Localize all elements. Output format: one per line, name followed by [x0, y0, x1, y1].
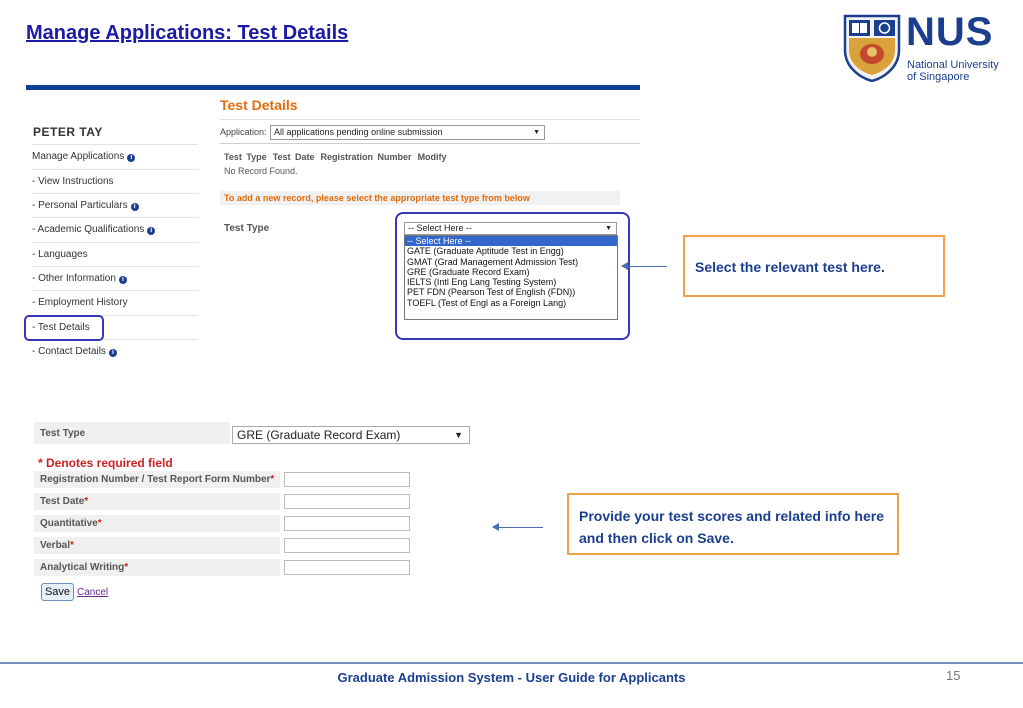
logo-wordmark: NUS: [906, 10, 994, 54]
sidebar-item-academic-qualifications[interactable]: [32, 217, 198, 242]
slide-title: Manage Applications: Test Details: [26, 22, 349, 44]
dropdown-option[interactable]: GRE (Graduate Record Exam): [407, 266, 530, 277]
form-row: [34, 493, 280, 510]
application-select[interactable]: [270, 125, 545, 140]
application-select-value: All applications pending online submission: [274, 127, 443, 137]
test-type-options-list: [404, 235, 618, 320]
dropdown-option[interactable]: GATE (Graduate Aptitude Test in Engg): [407, 246, 564, 257]
form-row: [34, 559, 280, 576]
sidebar-item-contact-details[interactable]: [32, 339, 198, 364]
field-label-registration-number: Registration Number / Test Report Form Number*: [40, 474, 275, 485]
form-row: [34, 471, 280, 488]
no-record-message: No Record Found.: [224, 166, 298, 176]
column-header: Test Date: [272, 152, 315, 162]
dropdown-option[interactable]: TOEFL (Test of Engl as a Foreign Lang): [407, 297, 567, 308]
arrowhead-icon: [492, 523, 499, 531]
info-icon: i: [131, 203, 139, 211]
footer-text: Graduate Admission System - User Guide for Applicants: [337, 670, 686, 685]
info-icon: i: [119, 276, 127, 284]
sidebar-item-personal-particulars[interactable]: [32, 193, 198, 218]
callout-arrow: [493, 527, 543, 528]
divider: [220, 143, 640, 144]
test-details-screenshot: [26, 85, 642, 363]
sidebar-item-employment-history[interactable]: [32, 290, 198, 315]
dropdown-arrow-icon: ▼: [605, 225, 612, 232]
sidebar-item-label: - Contact Details: [32, 346, 106, 357]
test-date-input[interactable]: [284, 494, 410, 509]
test-type-select-value: -- Select Here --: [408, 223, 473, 233]
records-table-header: [224, 152, 453, 162]
save-button[interactable]: Save: [41, 583, 74, 601]
callout-provide-scores: Provide your test scores and related info here and then click on Save.: [567, 493, 899, 555]
required-field-note: * Denotes required field: [38, 456, 173, 470]
arrowhead-icon: [621, 262, 628, 270]
sidebar-user-name: PETER TAY: [33, 125, 103, 139]
dropdown-arrow-icon: ▼: [533, 129, 540, 136]
page-heading: Test Details: [220, 97, 298, 113]
header-bar: [26, 85, 640, 90]
quantitative-input[interactable]: [284, 516, 410, 531]
sidebar-item-label: - Employment History: [32, 297, 128, 308]
field-label-test-date: Test Date*: [40, 496, 89, 507]
dropdown-option[interactable]: GMAT (Grad Management Admission Test): [407, 256, 579, 267]
sidebar-item-label: - View Instructions: [32, 176, 114, 187]
registration-number-input[interactable]: [284, 472, 410, 487]
sidebar-item-label: Manage Applications: [32, 151, 125, 162]
column-header: Registration Number: [320, 152, 412, 162]
callout-select-test: Select the relevant test here.: [683, 235, 945, 297]
test-details-highlight: [24, 315, 104, 341]
sidebar-item-label: - Personal Particulars: [32, 200, 128, 211]
logo-subtitle-2: of Singapore: [907, 71, 970, 83]
verbal-input[interactable]: [284, 538, 410, 553]
nus-logo: [843, 10, 1013, 86]
sidebar-item-label: - Academic Qualifications: [32, 224, 145, 235]
test-type-label: Test Type: [224, 223, 270, 234]
test-type-select-value: GRE (Graduate Record Exam): [237, 428, 401, 442]
analytical-writing-input[interactable]: [284, 560, 410, 575]
logo-subtitle-1: National University: [907, 59, 999, 71]
sidebar-item-other-information[interactable]: [32, 266, 198, 291]
sidebar-item-languages[interactable]: [32, 242, 198, 267]
field-label-verbal: Verbal*: [40, 540, 74, 551]
dropdown-arrow-icon: ▼: [454, 430, 463, 440]
dropdown-option[interactable]: PET FDN (Pearson Test of English (FDN)): [407, 287, 576, 298]
footer-divider: [0, 662, 1023, 664]
sidebar-item-view-instructions[interactable]: [32, 169, 198, 194]
application-label: Application:: [220, 127, 267, 137]
field-label-quantitative: Quantitative*: [40, 518, 102, 529]
form-row: [34, 537, 280, 554]
sidebar-item-label: - Test Details: [32, 322, 90, 333]
callout-arrow: [622, 266, 667, 267]
sidebar-item-label: - Other Information: [32, 273, 116, 284]
form-row: [34, 422, 230, 444]
divider: [220, 119, 640, 120]
info-icon: i: [147, 227, 155, 235]
form-row: [34, 515, 280, 532]
dropdown-option[interactable]: -- Select Here --: [405, 236, 617, 246]
info-icon: i: [127, 154, 135, 162]
add-record-banner: To add a new record, please select the appropriate test type from below: [220, 191, 620, 205]
column-header: Test Type: [224, 152, 267, 162]
nus-crest-icon: [843, 14, 901, 82]
test-type-label: Test Type: [40, 428, 86, 439]
test-type-select[interactable]: [232, 426, 470, 444]
test-type-select[interactable]: [404, 222, 617, 235]
dropdown-option[interactable]: IELTS (Intl Eng Lang Testing System): [407, 277, 557, 288]
column-header: Modify: [417, 152, 447, 162]
page-number: 15: [946, 668, 961, 683]
cancel-link[interactable]: Cancel: [77, 587, 109, 598]
info-icon: i: [109, 349, 117, 357]
sidebar-item-label: - Languages: [32, 249, 88, 260]
field-label-analytical-writing: Analytical Writing*: [40, 562, 129, 573]
sidebar-item-manage-applications[interactable]: [32, 144, 198, 169]
test-scores-form: [34, 422, 474, 612]
